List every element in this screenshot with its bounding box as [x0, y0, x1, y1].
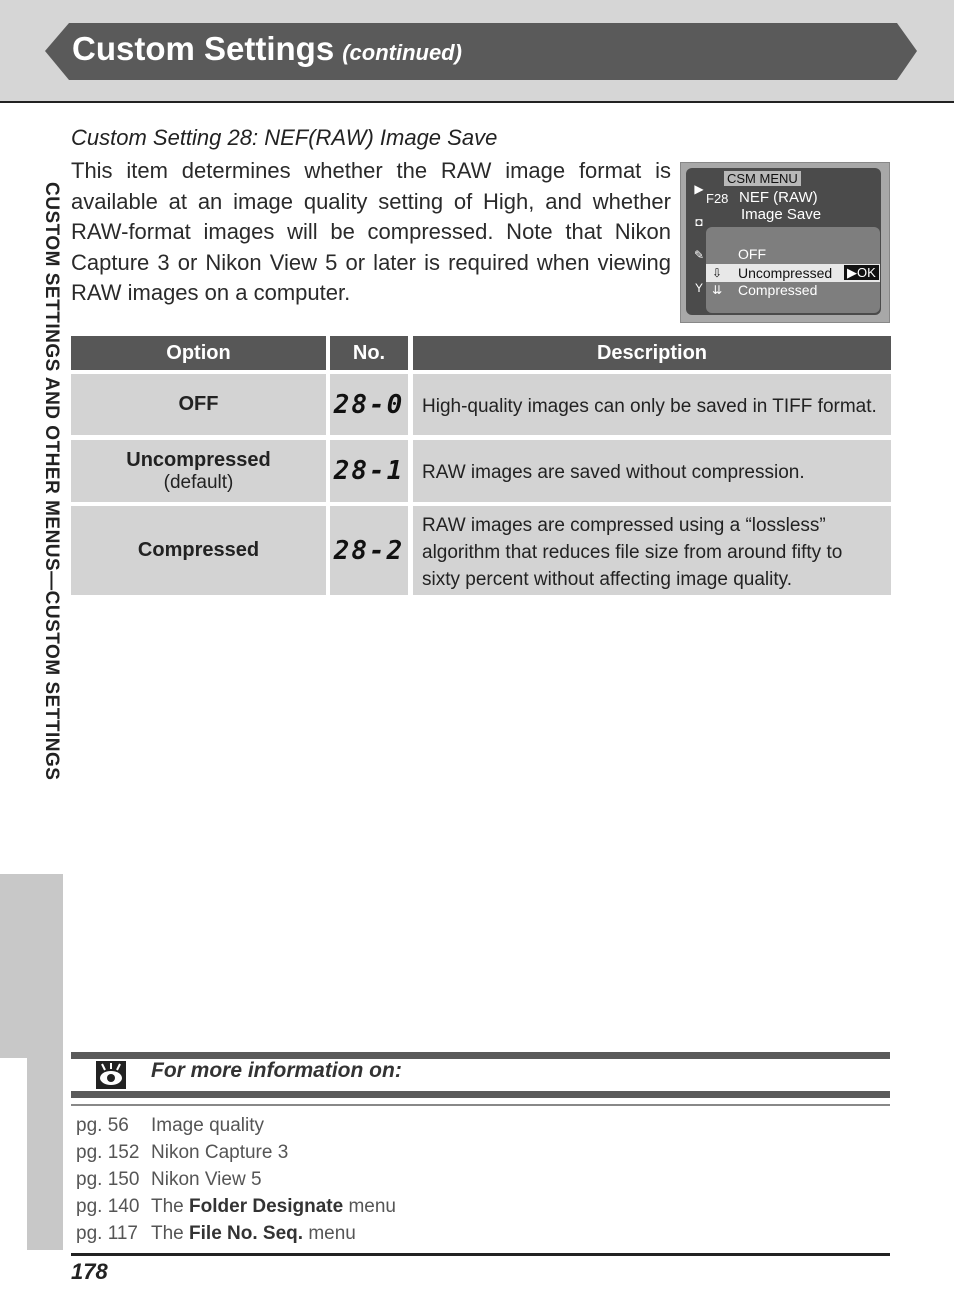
menu-option-compressed-label: Compressed: [738, 282, 818, 298]
menu-option-off[interactable]: OFF: [738, 246, 766, 262]
pencil-icon: ✎: [693, 248, 705, 262]
option-menu: [706, 227, 880, 313]
option-name: OFF: [178, 393, 219, 415]
menu-option-uncompressed[interactable]: [706, 264, 880, 282]
table-row-option: [71, 440, 326, 502]
page-title-text: Custom Settings: [72, 30, 335, 67]
reference-page: pg. 117: [76, 1223, 138, 1244]
setting-name: [739, 189, 821, 223]
menu-option-compressed[interactable]: [712, 282, 818, 298]
description-text: RAW images are compressed using a “lossless” algorithm that reduces file size from around fifty to sixty percent without affecting image quality.: [422, 514, 843, 590]
csm-menu-label: CSM MENU: [724, 171, 801, 186]
reference-item[interactable]: pg. 117 The File No. Seq. menu: [76, 1220, 396, 1247]
setting-number-display: 28-0: [333, 389, 405, 420]
play-icon: ▶: [694, 182, 704, 196]
table-row-description: [413, 374, 891, 435]
page-number: 178: [71, 1259, 108, 1284]
setting-number-display: 28-1: [333, 456, 405, 486]
section-title: Custom Setting 28: NEF(RAW) Image Save: [71, 125, 498, 150]
page-title: [72, 27, 462, 75]
table-row-number: [330, 440, 408, 502]
reference-list: [76, 1112, 396, 1247]
header-option: Option: [71, 336, 326, 370]
table-row-option: [71, 506, 326, 595]
camera-screen-display: [686, 168, 881, 315]
info-bar-top: [71, 1052, 890, 1059]
side-tab-notch: [0, 1058, 27, 1250]
reference-item[interactable]: pg. 150 Nikon View 5: [76, 1166, 396, 1193]
reference-item[interactable]: pg. 140 The Folder Designate menu: [76, 1193, 396, 1220]
description-text: RAW images are saved without compression.: [422, 462, 805, 483]
page-title-continued: (continued): [342, 40, 462, 65]
side-tab-label: CUSTOM SETTINGS AND OTHER MENUS—CUSTOM SETTINGS: [41, 182, 62, 781]
reference-page: pg. 152: [76, 1142, 140, 1163]
reference-item[interactable]: pg. 152 Nikon Capture 3: [76, 1139, 396, 1166]
wrench-icon: Y: [694, 281, 703, 295]
option-default-note: (default): [163, 471, 234, 493]
reference-page: pg. 56: [76, 1115, 129, 1136]
table-row-description: [413, 506, 891, 595]
reference-page: pg. 150: [76, 1169, 140, 1190]
setting-name-line1: NEF (RAW): [739, 189, 818, 206]
header-number: No.: [330, 336, 408, 370]
table-row-number: [330, 506, 408, 595]
option-name: Compressed: [137, 539, 260, 561]
table-row-number: [330, 374, 408, 435]
more-info-heading: For more information on:: [151, 1059, 402, 1082]
intro-paragraph: This item determines whether the RAW image format is available at an image quality setting of High, and whether RAW-format images will be compressed. Note that Nikon Capture 3 or Nikon View 5 or later is required when viewing RAW images on a computer.: [71, 158, 671, 305]
camera-icon: ◘: [695, 215, 703, 229]
info-divider: [71, 1104, 890, 1106]
menu-option-uncompressed-label: Uncompressed: [738, 265, 833, 281]
reference-item[interactable]: pg. 56 Image quality: [76, 1112, 396, 1139]
ok-button[interactable]: ▶OK: [844, 265, 879, 280]
description-text: High-quality images can only be saved in TIFF format.: [422, 395, 877, 417]
camera-menu-screenshot: [680, 162, 890, 323]
reference-page: pg. 140: [76, 1196, 140, 1217]
eye-icon: [96, 1061, 126, 1089]
uncompressed-icon: ⇩: [712, 266, 723, 280]
compressed-icon: ⇊: [712, 283, 723, 297]
table-row-description: [413, 440, 891, 502]
info-bar-bottom: [71, 1091, 890, 1098]
option-name: Uncompressed: [126, 448, 271, 471]
bottom-rule: [71, 1253, 890, 1256]
setting-id: F28: [706, 191, 729, 206]
setting-number-display: 28-2: [333, 535, 405, 566]
table-row-option: [71, 374, 326, 435]
header-description: Description: [413, 336, 891, 370]
setting-name-line2: Image Save: [741, 206, 822, 223]
